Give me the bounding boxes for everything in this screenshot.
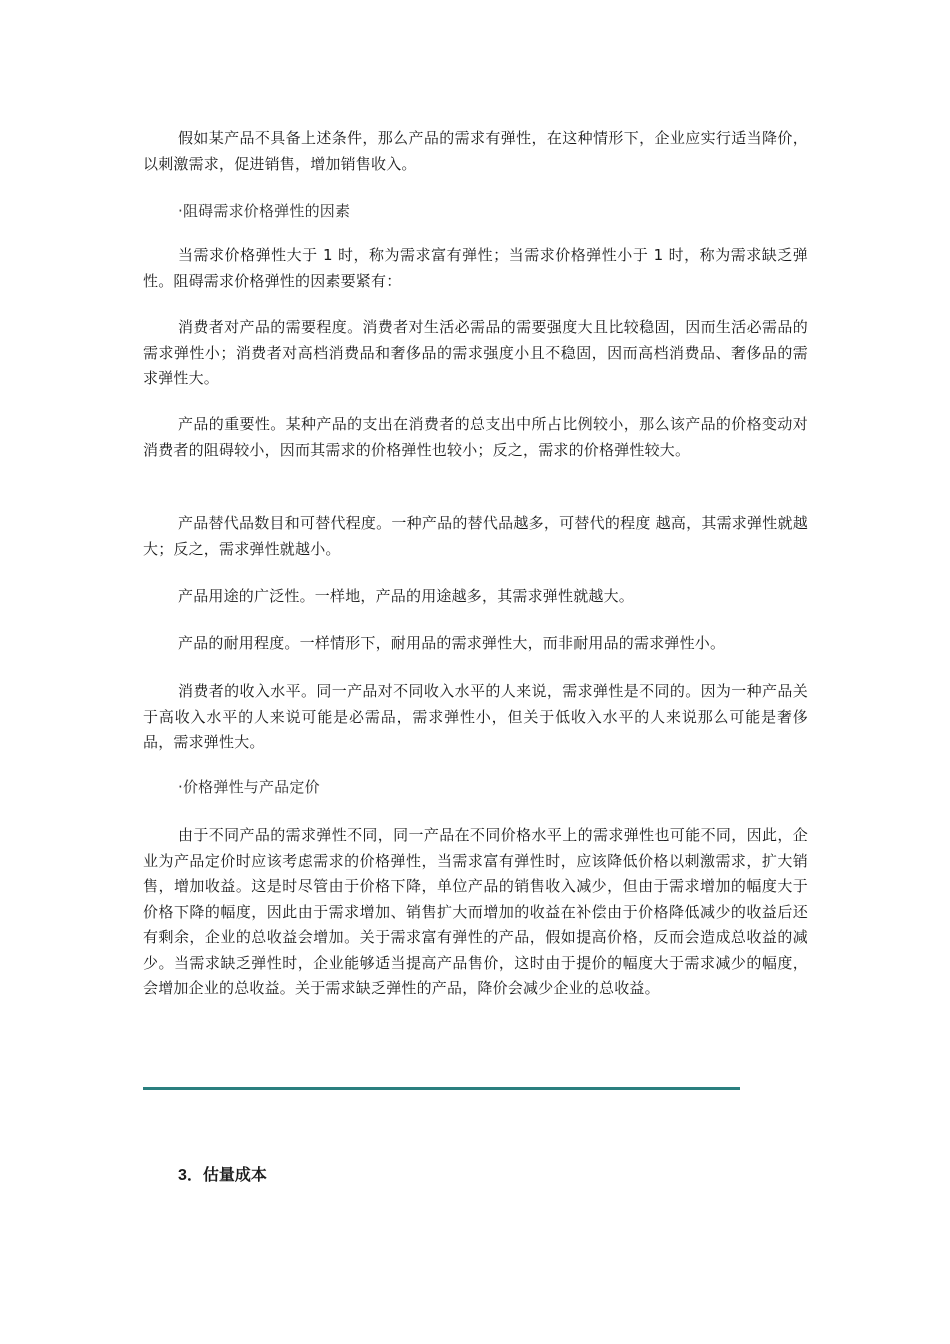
paragraph-need-degree: 消费者对产品的需要程度。消费者对生活必需品的需要强度大且比较稳固，因而生活必需品的需求弹性小；消费者对高档消费品和奢侈品的需求强度小且不稳固，因而高档消费品、奢侈品的需求弹性大。 — [143, 318, 808, 387]
paragraph-importance: 产品的重要性。某种产品的支出在消费者的总支出中所占比例较小，那么该产品的价格变动对消费者的阻碍较小，因而其需求的价格弹性也较小；反之，需求的价格弹性较大。 — [143, 415, 808, 459]
paragraph-durability: 产品的耐用程度。一样情形下，耐用品的需求弹性大，而非耐用品的需求弹性小。 — [178, 634, 726, 652]
paragraph-income-level: 消费者的收入水平。同一产品对不同收入水平的人来说，需求弹性是不同的。因为一种产品关于高收入水平的人来说可能是必需品，需求弹性小，但关于低收入水平的人来说那么可能是奢侈品，需求弹性大。 — [143, 682, 808, 751]
paragraph-elasticity-definition: 当需求价格弹性大于 1 时，称为需求富有弹性；当需求价格弹性小于 1 时，称为需求缺乏弹性。阻碍需求价格弹性的因素要紧有： — [143, 246, 808, 290]
section-heading: 3．估量成本 — [178, 1167, 267, 1184]
paragraph-price-cut: 假如某产品不具备上述条件，那么产品的需求有弹性，在这种情形下，企业应实行适当降价，以刺激需求，促进销售，增加销售收入。 — [143, 129, 808, 173]
subheading-elasticity-factors: ·阻碍需求价格弹性的因素 — [178, 202, 351, 220]
paragraph-substitutes: 产品替代品数目和可替代程度。一种产品的替代品越多，可替代的程度 越高，其需求弹性就越大；反之，需求弹性就越小。 — [143, 514, 808, 558]
section-divider — [143, 1087, 740, 1090]
subheading-elasticity-pricing: ·价格弹性与产品定价 — [178, 778, 320, 796]
paragraph-pricing-strategy: 由于不同产品的需求弹性不同，同一产品在不同价格水平上的需求弹性也可能不同，因此，企业为产品定价时应该考虑需求的价格弹性，当需求富有弹性时，应该降低价格以刺激需求，扩大销售，增加收益。这是时尽管由于价格下降，单位产品的销售收入减少，但由于需求增加的幅度大于价格下降的幅度，因此由于需求增加、销售扩大而增加的收益在补偿由于价格降低减少的收益后还有剩余，企业的总收益会增加。关于需求富有弹性的产品，假如提高价格，反而会造成总收益的减少。当需求缺乏弹性时，企业能够适当提高产品售价，这时由于提价的幅度大于需求减少的幅度，会增加企业的总收益。关于需求缺乏弹性的产品，降价会减少企业的总收益。 — [143, 826, 808, 997]
paragraph-usage-breadth: 产品用途的广泛性。一样地，产品的用途越多，其需求弹性就越大。 — [178, 587, 635, 605]
